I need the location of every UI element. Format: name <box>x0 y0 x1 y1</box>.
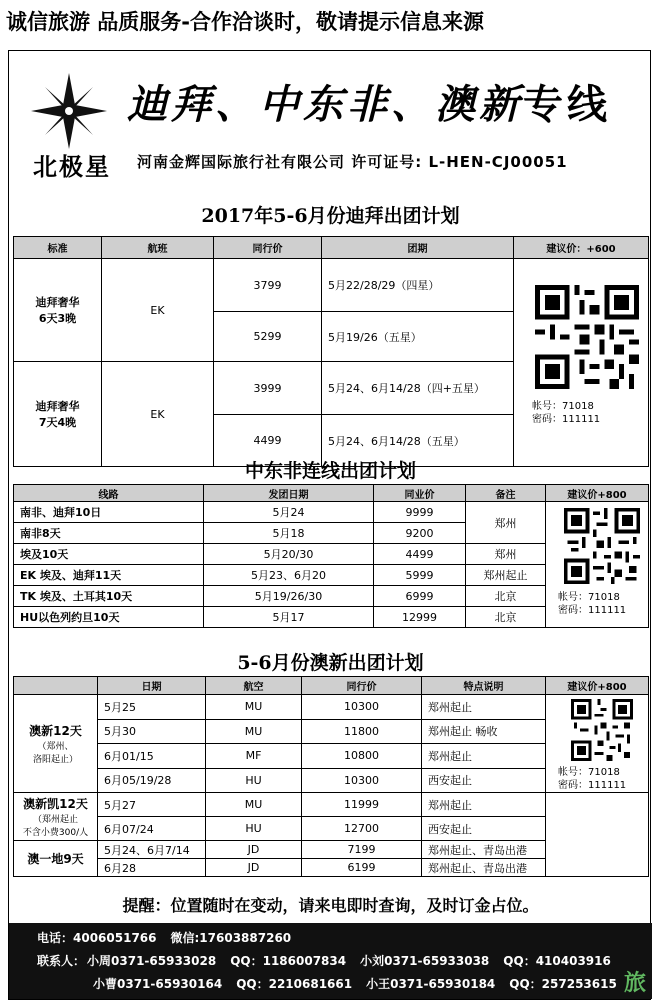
header-cell: 建议价+800 <box>546 485 649 502</box>
price: 7199 <box>302 841 422 859</box>
headline-suffix: 专线 <box>523 82 611 128</box>
price: 4499 <box>214 415 322 467</box>
date: 6月05/19/28 <box>98 768 206 793</box>
price: 3999 <box>214 362 322 415</box>
price: 10800 <box>302 744 422 769</box>
contact: 小王0371-65930184 <box>366 977 496 991</box>
product-name: 澳一地9天 <box>14 841 98 877</box>
qq: QQ：2210681661 <box>236 977 353 991</box>
company-license: 河南金辉国际旅行社有限公司 许可证号: L-HEN-CJ00051 <box>137 153 568 171</box>
header-cell <box>14 677 98 695</box>
price: 12999 <box>374 607 466 628</box>
header-cell: 发团日期 <box>204 485 374 502</box>
route: EK 埃及、迪拜11天 <box>14 565 204 586</box>
depart-date: 5月17 <box>204 607 374 628</box>
mideast-title: 中东非连线出团计划 <box>244 460 416 482</box>
depart-date: 5月20/30 <box>204 544 374 565</box>
header-cell: 日期 <box>98 677 206 695</box>
empty-cell <box>546 793 649 877</box>
note: 郑州 <box>466 502 546 544</box>
account-number: 帐号：71018 <box>558 592 620 603</box>
price: 10300 <box>302 695 422 720</box>
aus-table <box>13 676 649 877</box>
qr-cell <box>546 695 649 793</box>
header-cell: 航空 <box>206 677 302 695</box>
watermark: 旅 <box>623 971 646 996</box>
header-cell: 特点说明 <box>422 677 546 695</box>
north-star-icon <box>31 73 107 149</box>
account-password: 密码：111111 <box>558 780 627 791</box>
depart-date: 5月23、6月20 <box>204 565 374 586</box>
product-name: 澳新12天 （郑州、 洛阳起止） <box>14 695 98 793</box>
price: 3799 <box>214 259 322 312</box>
route: 南非、迪拜10日 <box>14 502 204 523</box>
qq: QQ：1186007834 <box>230 954 347 968</box>
footer-row <box>93 975 631 992</box>
header-cell: 建议价+800 <box>546 677 649 695</box>
headline-routes: 迪拜、中东非、澳新 <box>127 82 523 128</box>
table-header-row <box>14 677 649 695</box>
note: 郑州起止、青岛出港 <box>422 841 546 859</box>
date: 6月28 <box>98 859 206 877</box>
header-cell: 线路 <box>14 485 204 502</box>
date: 5月25 <box>98 695 206 720</box>
mideast-table <box>13 484 649 628</box>
qr-code-icon <box>564 508 640 584</box>
dates: 5月22/28/29（四星） <box>322 259 514 312</box>
airline: JD <box>206 859 302 877</box>
flight-code: EK <box>102 259 214 362</box>
qr-code-icon <box>571 699 633 761</box>
product-name: 澳新凯12天 （郑州起止 不含小费300/人 <box>14 793 98 841</box>
header <box>9 51 652 191</box>
header-cell: 同行价 <box>302 677 422 695</box>
price: 5299 <box>214 312 322 362</box>
headline <box>127 73 611 130</box>
note: 郑州起止、青岛出港 <box>422 859 546 877</box>
header-cell: 备注 <box>466 485 546 502</box>
airline: JD <box>206 841 302 859</box>
contact-label: 联系人： <box>37 954 86 968</box>
footer-row <box>37 952 625 969</box>
price: 4499 <box>374 544 466 565</box>
airline: MF <box>206 744 302 769</box>
price: 12700 <box>302 817 422 841</box>
route: TK 埃及、土耳其10天 <box>14 586 204 607</box>
header-cell: 同业价 <box>374 485 466 502</box>
date: 5月30 <box>98 719 206 744</box>
route: 埃及10天 <box>14 544 204 565</box>
note: 郑州起止 <box>422 744 546 769</box>
dubai-table <box>13 236 649 467</box>
top-banner: 诚信旅游 品质服务-合作洽谈时，敬请提示信息来源 <box>0 0 659 44</box>
airline: MU <box>206 695 302 720</box>
airline: HU <box>206 817 302 841</box>
depart-date: 5月24 <box>204 502 374 523</box>
account-number: 帐号：71018 <box>532 401 594 412</box>
header-cell: 建议价：+600 <box>514 237 649 259</box>
depart-date: 5月18 <box>204 523 374 544</box>
note: 郑州 <box>466 544 546 565</box>
qr-cell <box>546 502 649 628</box>
account-number: 帐号：71018 <box>558 767 620 778</box>
price: 11999 <box>302 793 422 817</box>
price: 10300 <box>302 768 422 793</box>
note: 北京 <box>466 607 546 628</box>
header-cell: 团期 <box>322 237 514 259</box>
dates: 5月24、6月14/28（五星） <box>322 415 514 467</box>
airline: MU <box>206 793 302 817</box>
date: 5月24、6月7/14 <box>98 841 206 859</box>
price: 6199 <box>302 859 422 877</box>
table-row <box>14 259 649 312</box>
footer-row <box>37 929 305 946</box>
dubai-title: 2017年5-6月份迪拜出团计划 <box>201 205 460 227</box>
header-cell: 航班 <box>102 237 214 259</box>
airline: HU <box>206 768 302 793</box>
date: 6月07/24 <box>98 817 206 841</box>
dates: 5月24、6月14/28（四+五星） <box>322 362 514 415</box>
note: 北京 <box>466 586 546 607</box>
airline: MU <box>206 719 302 744</box>
date: 5月27 <box>98 793 206 817</box>
header-cell: 标准 <box>14 237 102 259</box>
route: HU以色列约旦10天 <box>14 607 204 628</box>
table-header-row <box>14 485 649 502</box>
logo-name: 北极星 <box>33 152 111 181</box>
table-row <box>14 793 649 817</box>
table-header-row <box>14 237 649 259</box>
table-row <box>14 695 649 720</box>
qr-cell <box>514 259 649 467</box>
header-cell: 同行价 <box>214 237 322 259</box>
account-password: 密码：111111 <box>558 605 627 616</box>
note: 郑州起止 <box>422 695 546 720</box>
note: 西安起止 <box>422 768 546 793</box>
account-password: 密码：111111 <box>532 414 601 425</box>
qq: QQ：257253615 <box>509 977 617 991</box>
price: 9200 <box>374 523 466 544</box>
note: 郑州起止 畅收 <box>422 719 546 744</box>
price: 5999 <box>374 565 466 586</box>
date: 6月01/15 <box>98 744 206 769</box>
product-name: 迪拜奢华 7天4晚 <box>14 362 102 467</box>
contact: 小曹0371-65930164 <box>93 977 223 991</box>
phone: 电话：4006051766 <box>37 931 157 945</box>
price: 9999 <box>374 502 466 523</box>
wechat: 微信:17603887260 <box>170 931 292 945</box>
contact: 小刘0371-65933038 <box>360 954 490 968</box>
flyer <box>8 50 651 1000</box>
contact: 小周0371-65933028 <box>87 954 217 968</box>
depart-date: 5月19/26/30 <box>204 586 374 607</box>
note: 西安起止 <box>422 817 546 841</box>
note: 郑州起止 <box>422 793 546 817</box>
qq: QQ：410403916 <box>503 954 611 968</box>
reminder: 提醒：位置随时在变动，请来电即时查询，及时订金占位。 <box>122 896 539 915</box>
route: 南非8天 <box>14 523 204 544</box>
price: 6999 <box>374 586 466 607</box>
product-name: 迪拜奢华 6天3晚 <box>14 259 102 362</box>
note: 郑州起止 <box>466 565 546 586</box>
footer-contacts <box>9 923 652 999</box>
qr-code-icon <box>535 285 639 389</box>
table-row <box>14 502 649 523</box>
dates: 5月19/26（五星） <box>322 312 514 362</box>
aus-title: 5-6月份澳新出团计划 <box>237 652 424 674</box>
price: 11800 <box>302 719 422 744</box>
flight-code: EK <box>102 362 214 467</box>
